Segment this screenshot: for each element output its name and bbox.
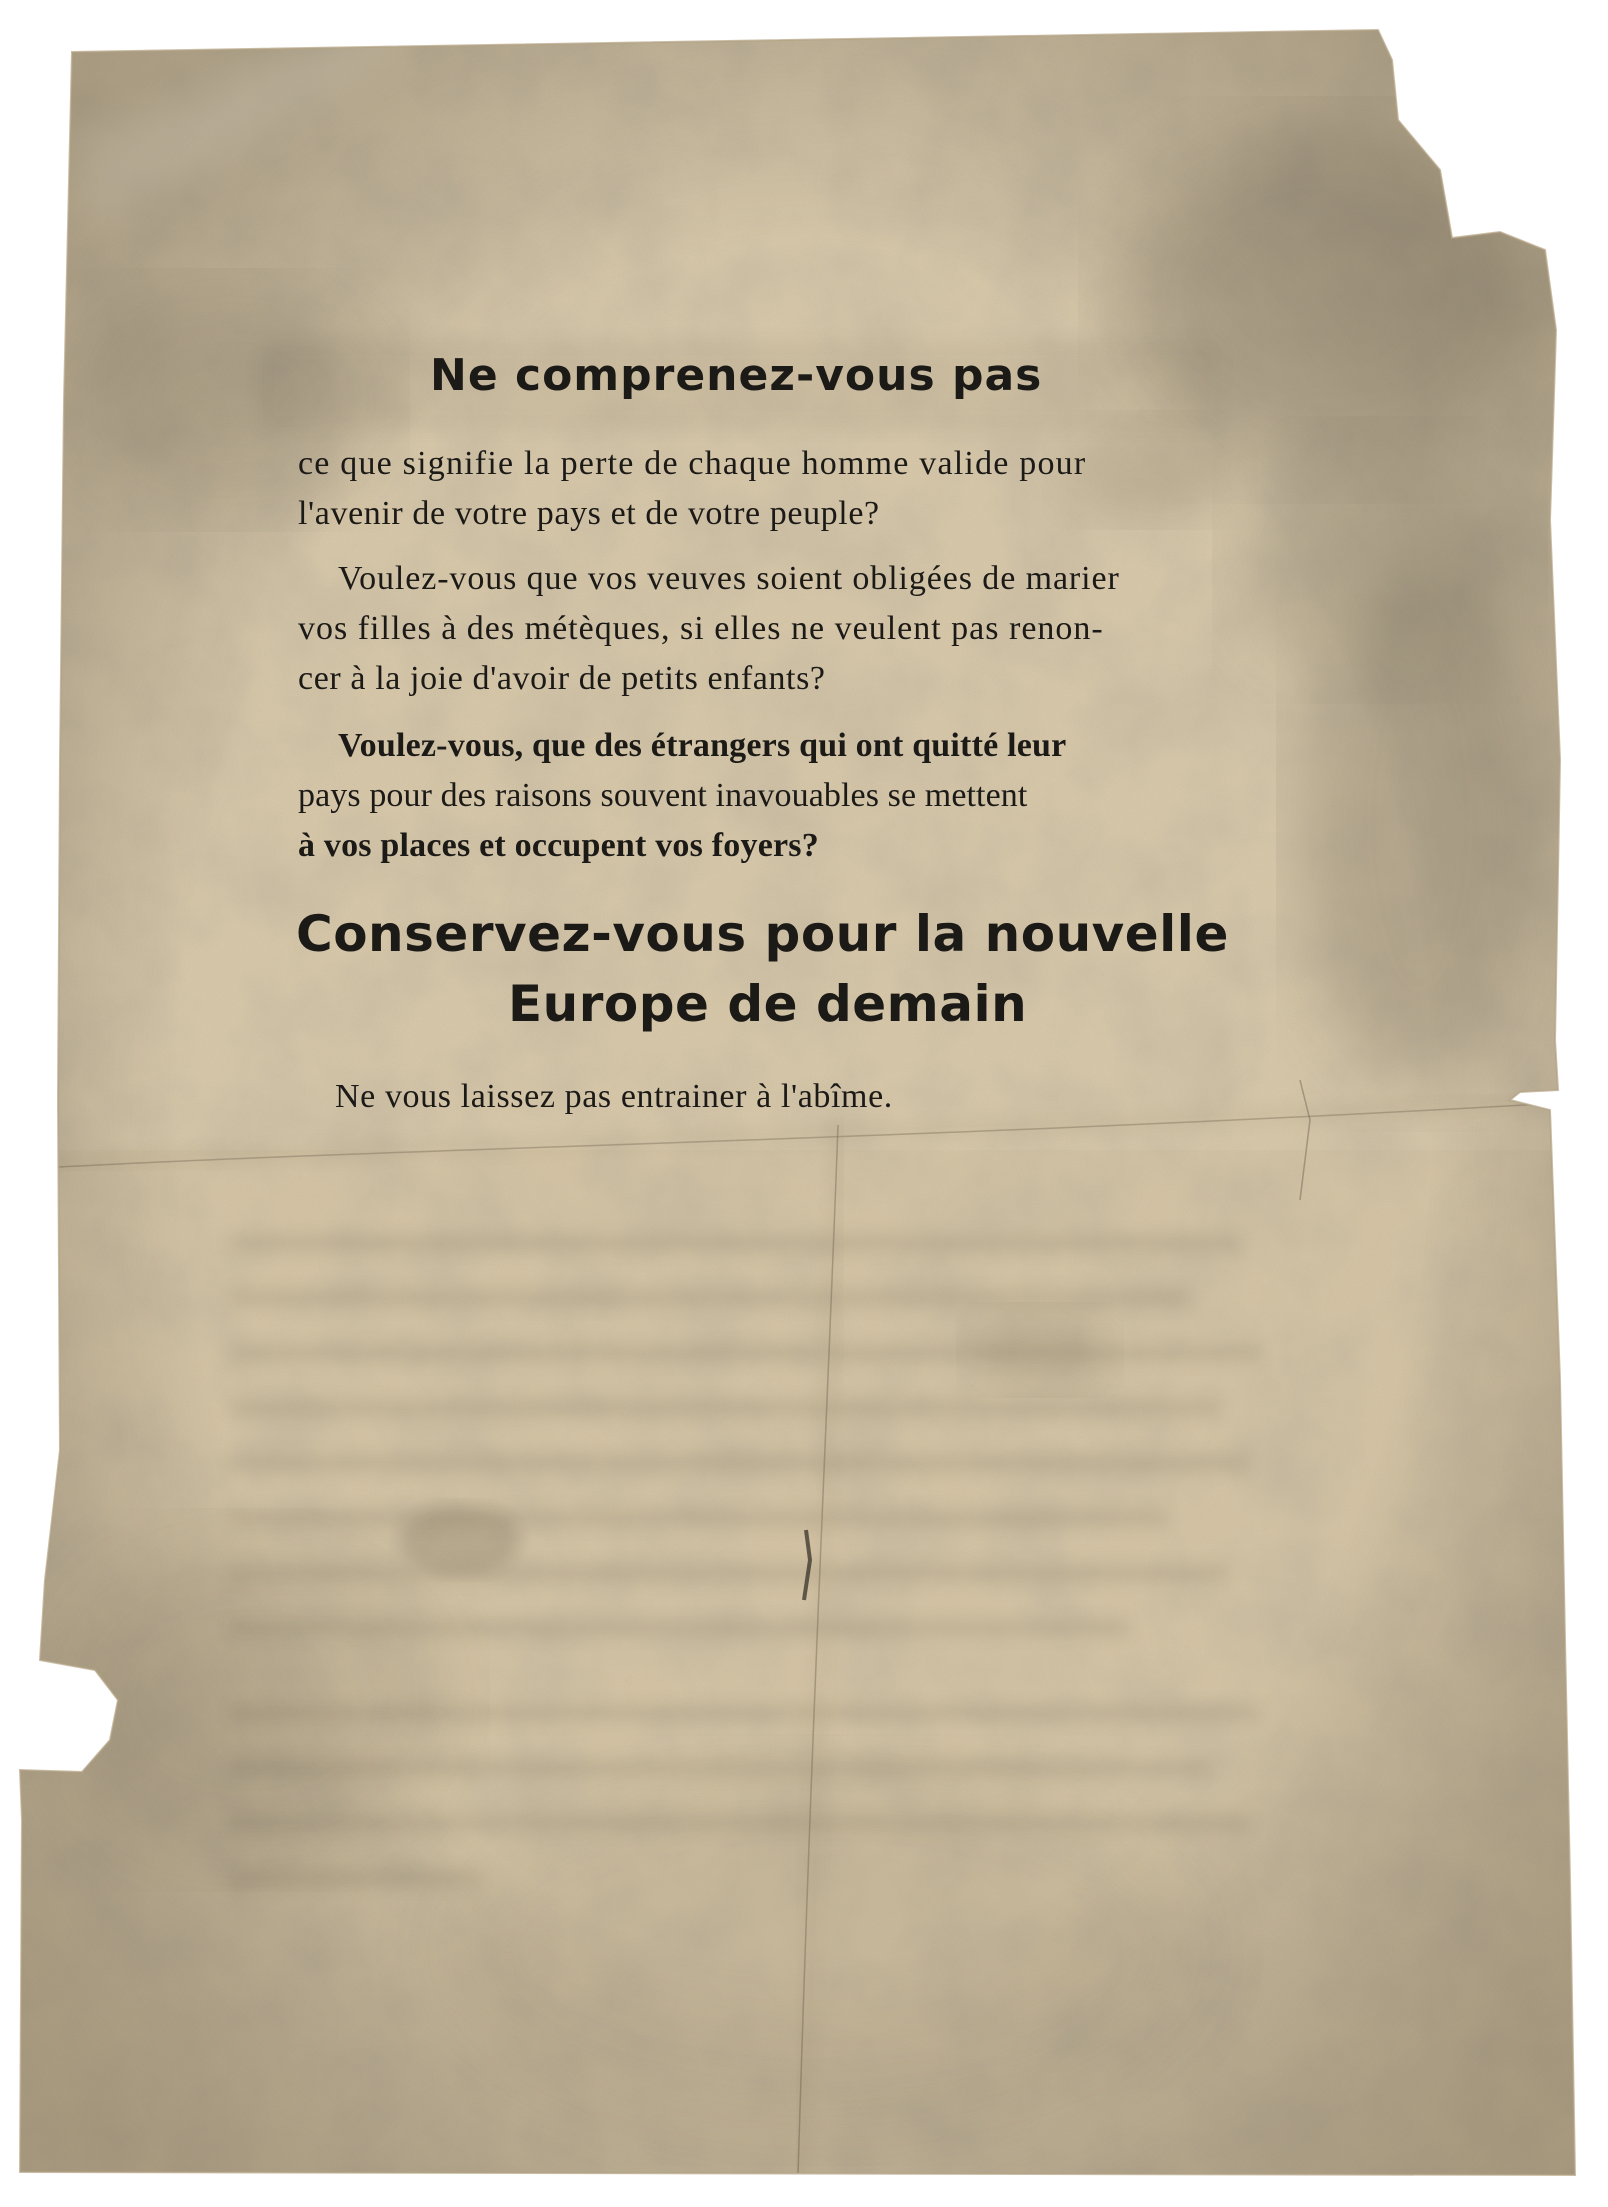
paragraph-3-line-2: pays pour des raisons souvent inavouables se mettent bbox=[298, 777, 1028, 814]
paragraph-2-line-2: vos filles à des métèques, si elles ne veulent pas renon- bbox=[298, 610, 1104, 647]
slogan-line-2: Europe de demain bbox=[508, 975, 1028, 1033]
paragraph-1-line-2: l'avenir de votre pays et de votre peuple? bbox=[298, 495, 880, 532]
paragraph-3-line-1: Voulez-vous, que des étrangers qui ont quitté leur bbox=[338, 727, 1067, 764]
paragraph-1-line-1: ce que signifie la perte de chaque homme valide pour bbox=[298, 445, 1087, 482]
paragraph-3-line-3: à vos places et occupent vos foyers? bbox=[298, 827, 819, 864]
paragraph-2-line-1: Voulez-vous que vos veuves soient obligées de marier bbox=[338, 560, 1120, 597]
closing-line: Ne vous laissez pas entrainer à l'abîme. bbox=[335, 1078, 893, 1115]
leaflet-heading: Ne comprenez-vous pas bbox=[430, 350, 1043, 401]
slogan-line-1: Conservez-vous pour la nouvelle bbox=[296, 905, 1229, 963]
paragraph-2-line-3: cer à la joie d'avoir de petits enfants? bbox=[298, 660, 826, 697]
